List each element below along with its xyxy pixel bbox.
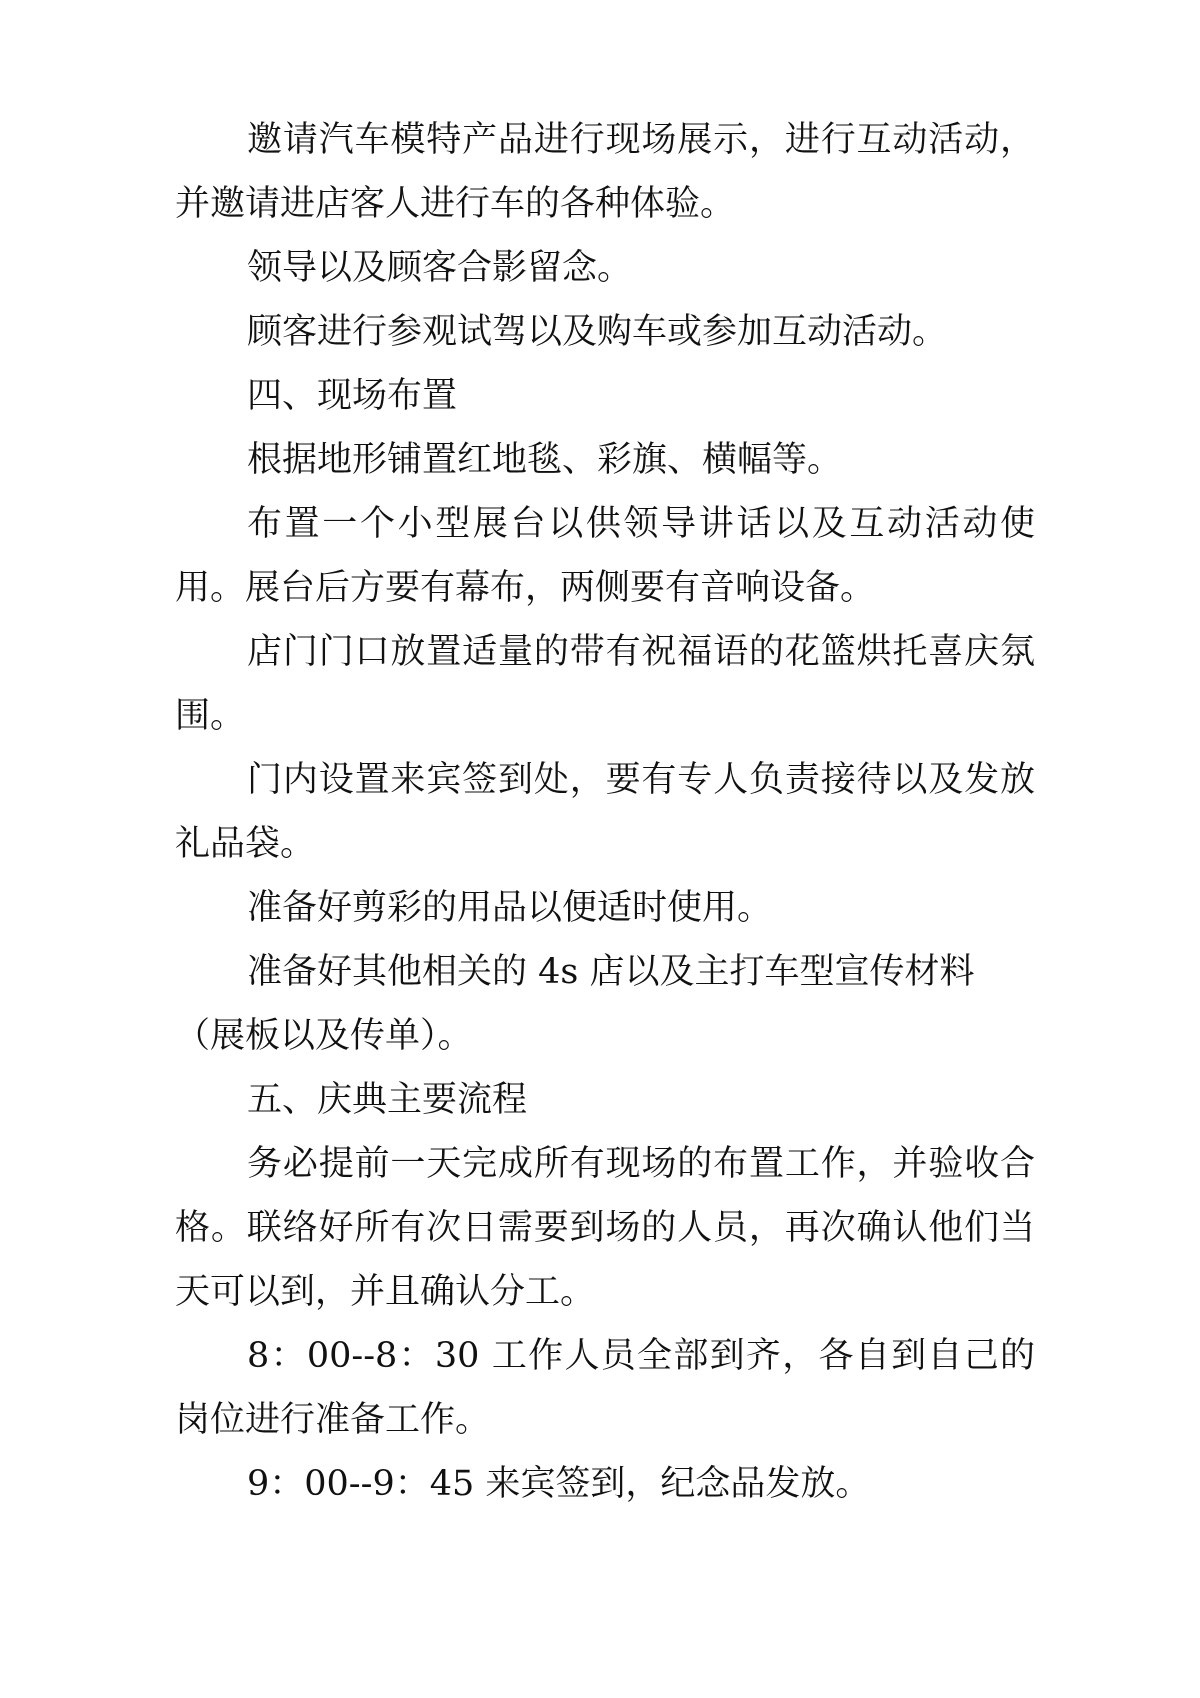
section-heading-ceremony-flow: 五、庆典主要流程 [247,1080,528,1120]
paragraph-test-drive: 顾客进行参观试驾以及购车或参加互动活动。 [247,312,948,352]
paragraph-promo-materials-cont: （展板以及传单）。 [175,1016,473,1056]
paragraph-ribbon-cutting: 准备好剪彩的用品以便适时使用。 [247,888,773,928]
paragraph-group-photo: 领导以及顾客合影留念。 [247,248,633,288]
paragraph-sign-in-desk: 门内设置来宾签到处，要有专人负责接待以及发放礼品袋。 [175,760,1035,864]
paragraph-promo-materials: 准备好其他相关的 4s 店以及主打车型宣传材料 [247,952,975,992]
paragraph-stage-setup: 布置一个小型展台以供领导讲话以及互动活动使用。展台后方要有幕布，两侧要有音响设备。 [175,504,1035,608]
paragraph-model-showcase: 邀请汽车模特产品进行现场展示，进行互动活动，并邀请进店客人进行车的各种体验。 [175,120,1035,224]
paragraph-preparation: 务必提前一天完成所有现场的布置工作，并验收合格。联络好所有次日需要到场的人员，再次确认他们当天可以到，并且确认分工。 [175,1144,1035,1312]
paragraph-schedule-guests: 9：00--9：45 来宾签到，纪念品发放。 [247,1464,871,1504]
section-heading-site-layout: 四、现场布置 [247,376,458,416]
document-body [175,108,1035,1516]
paragraph-red-carpet: 根据地形铺置红地毯、彩旗、横幅等。 [247,440,843,480]
paragraph-schedule-staff: 8：00--8：30 工作人员全部到齐，各自到自己的岗位进行准备工作。 [175,1336,1035,1440]
paragraph-flower-baskets: 店门门口放置适量的带有祝福语的花篮烘托喜庆氛围。 [175,632,1035,736]
